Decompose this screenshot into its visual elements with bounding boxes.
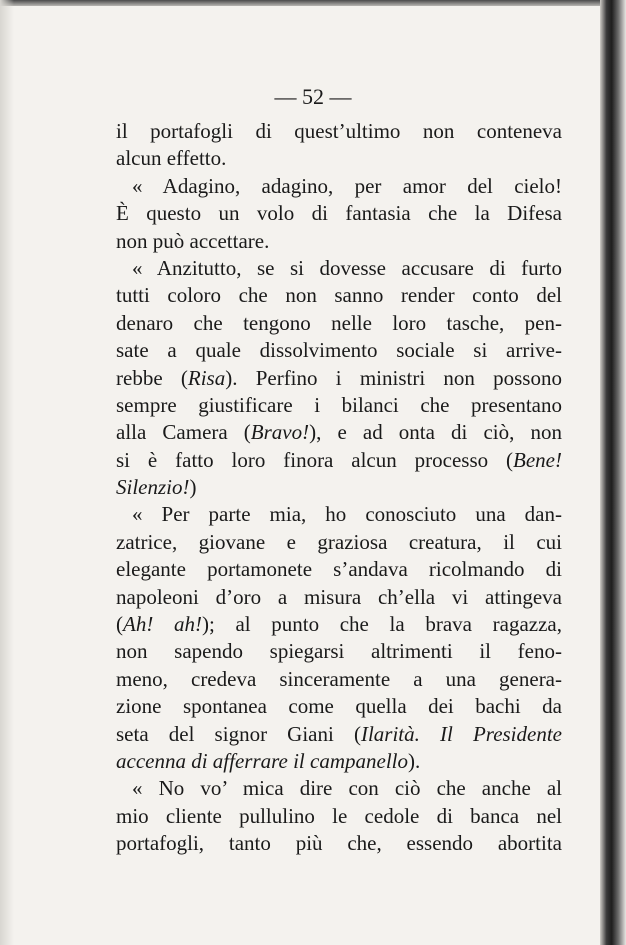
text-line: « Anzitutto, se si dovesse accusare di furto (132, 255, 562, 280)
text-segment: ); al punto che la brava ragazza, (201, 612, 562, 637)
text-line: « Per parte mia, ho conosciuto una dan- (132, 502, 562, 527)
text-line: sate a quale dissolvimento sociale si arrive- (116, 338, 562, 363)
text-line (116, 611, 562, 638)
text-segment: ). Perfino i ministri non possono (225, 365, 562, 390)
italic-segment: Risa (187, 365, 226, 390)
text-line: zatrice, giovane e graziosa creatura, il cui (116, 529, 562, 554)
text-segment: ), e ad onta di ciò, non (309, 420, 562, 445)
text-line: sempre giustificare i bilanci che presentano (116, 392, 562, 417)
text-line: « No vo’ mica dire con ciò che anche al (132, 776, 562, 801)
text-line: denaro che tengono nelle loro tasche, pen- (116, 310, 562, 335)
text-line (116, 419, 562, 446)
text-line: zione spontanea come quella dei bachi da (116, 694, 562, 719)
text-line: il portafogli di quest’ultimo non conteneva (116, 119, 562, 143)
page-number: — 52 — (274, 84, 352, 109)
text-line (116, 447, 562, 474)
text-line: mio cliente pullulino le cedole di banca nel (116, 803, 562, 828)
text-line (116, 721, 562, 748)
text-segment: ). (408, 748, 421, 773)
text-line: napoleoni d’oro a misura ch’ella vi attingeva (116, 584, 562, 609)
text-line: non può accettare. (116, 228, 270, 253)
text-line: elegante portamonete s’andava ricolmando di (116, 557, 562, 582)
text-line (116, 365, 562, 392)
text-segment: ) (189, 475, 197, 500)
text-segment: seta del signor Giani ( (116, 721, 361, 746)
body-text (116, 118, 562, 858)
text-line: meno, credeva sinceramente a una genera- (116, 666, 562, 691)
italic-segment: Ah! ah! (123, 612, 202, 637)
italic-segment: Bravo! (250, 420, 310, 445)
italic-segment: Ilarità. Il Presidente (360, 721, 562, 746)
text-segment: si è fatto loro finora alcun processo ( (116, 447, 514, 472)
text-line (116, 474, 562, 501)
text-line: È questo un volo di fantasia che la Difesa (116, 201, 562, 226)
text-line: non sapendo spiegarsi altrimenti il feno- (116, 639, 562, 664)
text-line: tutti coloro che non sanno render conto del (116, 283, 562, 308)
text-segment: alla Camera ( (116, 420, 251, 445)
italic-segment: accenna di afferrare il campanello (116, 748, 408, 773)
page-left-shadow (0, 0, 14, 945)
text-line: « Adagino, adagino, per amor del cielo! (132, 173, 562, 198)
italic-segment: Silenzio! (116, 475, 190, 500)
text-line (116, 748, 562, 775)
text-line: portafogli, tanto più che, essendo abortita (116, 831, 562, 856)
italic-segment: Bene! (513, 447, 562, 472)
book-spine-edge (600, 0, 626, 945)
page-top-edge (0, 0, 600, 6)
text-line: alcun effetto. (116, 146, 227, 171)
text-segment: rebbe ( (116, 365, 188, 390)
text-segment: ( (116, 612, 123, 637)
